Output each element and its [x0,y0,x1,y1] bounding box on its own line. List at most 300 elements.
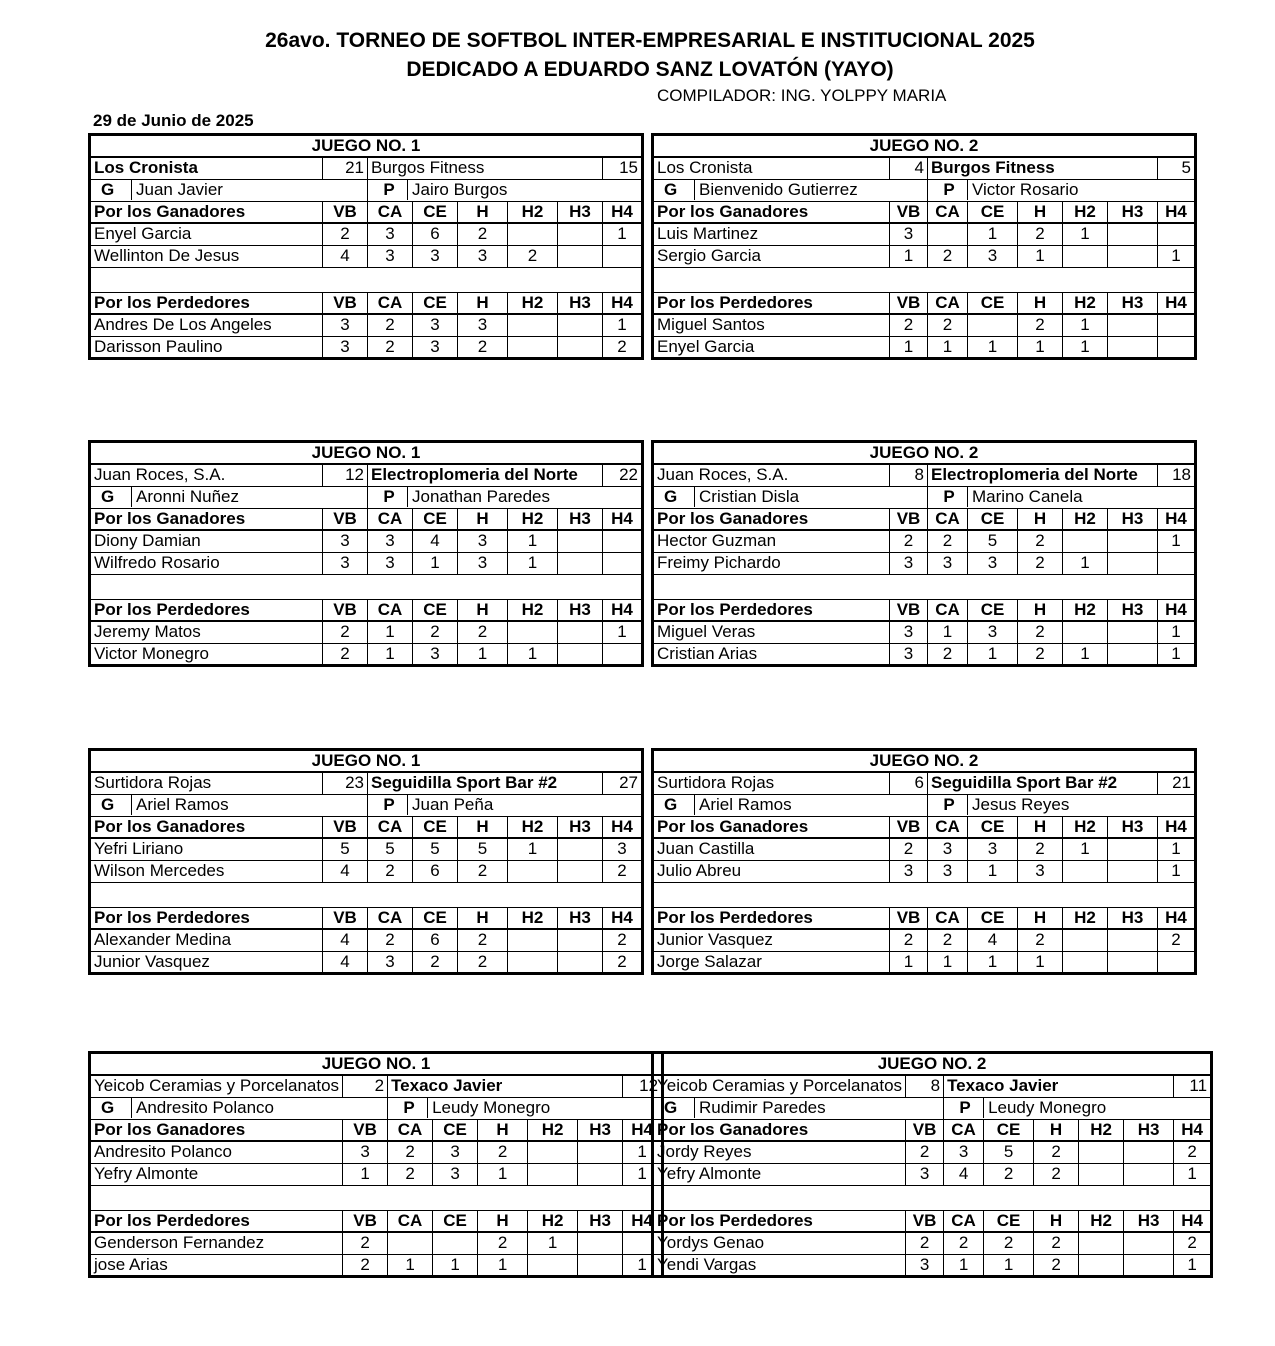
player-name: Yefry Almonte [90,1163,343,1185]
stat-col-vb: VB [323,816,368,838]
losing-pitcher-name: Jesus Reyes [972,795,1070,814]
stat-col-h4: H4 [623,1210,663,1232]
losing-pitcher-label: P [391,1098,428,1118]
stat-ca: 3 [928,860,968,882]
stat-h2: 1 [1063,552,1108,574]
stat-col-h: H [1034,1119,1079,1141]
stat-col-h2: H2 [1063,907,1108,929]
stat-ce: 1 [413,552,458,574]
stat-ca: 2 [368,336,413,358]
stat-ce: 3 [433,1163,478,1185]
winners-header-row [90,1119,663,1141]
stat-col-h3: H3 [1108,907,1158,929]
player-name: Jorge Salazar [653,951,890,973]
team-a-name: Yeicob Ceramias y Porcelanatos [90,1075,343,1097]
stat-h2 [508,951,558,973]
stat-col-h: H [458,508,508,530]
winners-player-row [653,552,1196,574]
losing-pitcher [368,794,643,816]
team-a-name: Yeicob Ceramias y Porcelanatos [653,1075,906,1097]
stat-vb: 2 [323,643,368,665]
player-name: Miguel Veras [653,621,890,643]
losers-player-row [90,951,643,973]
stat-h: 3 [458,530,508,552]
team-a-name: Los Cronista [90,157,323,179]
stat-h2: 1 [508,552,558,574]
stat-ca: 3 [368,245,413,267]
stat-vb: 3 [906,1254,944,1276]
stat-vb: 1 [890,336,928,358]
losers-header-row [90,599,643,621]
stat-h3 [558,336,603,358]
game-title-row [653,135,1196,158]
losing-pitcher [368,486,643,508]
stat-col-h4: H4 [603,201,643,223]
stat-h2 [1079,1163,1124,1185]
stat-col-h2: H2 [508,599,558,621]
losing-pitcher-label: P [371,487,408,507]
pitchers-row [653,179,1196,201]
losing-pitcher-name: Jairo Burgos [412,180,508,199]
stat-h: 1 [478,1254,528,1276]
stat-col-h4: H4 [1174,1119,1212,1141]
stat-ce: 3 [413,643,458,665]
stat-col-h2: H2 [1063,599,1108,621]
stat-col-h2: H2 [508,508,558,530]
team-a-score: 12 [323,464,368,486]
stat-col-ce: CE [984,1210,1034,1232]
game-title-row [653,750,1196,773]
stat-h: 2 [458,860,508,882]
losers-header-row [653,1210,1212,1232]
winning-pitcher-label [90,179,368,201]
stat-col-h4: H4 [603,907,643,929]
stat-col-ce: CE [984,1119,1034,1141]
winners-player-row [90,1163,663,1185]
stat-col-vb: VB [890,201,928,223]
winners-section-label: Por los Ganadores [653,1119,906,1141]
stat-vb: 3 [323,314,368,336]
stat-h: 1 [1018,245,1063,267]
stat-vb: 2 [343,1232,388,1254]
spacer-cell [90,267,643,292]
stat-col-h: H [1018,292,1063,314]
winning-pitcher-label-text: G [101,180,132,200]
stat-h4: 1 [1174,1163,1212,1185]
stat-col-h3: H3 [558,599,603,621]
winning-pitcher-label [653,486,928,508]
stat-h4: 2 [1174,1232,1212,1254]
stat-ca: 1 [368,621,413,643]
winners-player-row [653,530,1196,552]
losers-header-row [90,907,643,929]
winning-pitcher-name: Rudimir Paredes [699,1098,826,1117]
team-b-name: Burgos Fitness [368,157,603,179]
stat-h: 2 [1018,643,1063,665]
stat-col-ca: CA [928,599,968,621]
stat-h: 2 [458,929,508,951]
stat-h2 [1063,951,1108,973]
stat-col-h4: H4 [1158,292,1196,314]
winning-pitcher-label [90,794,368,816]
stat-col-h4: H4 [603,508,643,530]
winners-player-row [653,860,1196,882]
losing-pitcher [368,179,643,201]
stat-ce: 3 [413,336,458,358]
pitchers-row [90,1097,663,1119]
stat-h: 1 [1018,951,1063,973]
stat-ca: 1 [368,643,413,665]
player-name: Cristian Arias [653,643,890,665]
stat-col-ca: CA [928,508,968,530]
stat-ca: 2 [368,860,413,882]
player-name: Juan Castilla [653,838,890,860]
winners-player-row [653,1163,1212,1185]
stat-col-h3: H3 [1108,508,1158,530]
spacer-cell [90,1185,663,1210]
stat-ce: 3 [413,245,458,267]
stat-ce: 3 [968,245,1018,267]
tournament-title: 26avo. TORNEO DE SOFTBOL INTER-EMPRESARIAL E INSTITUCIONAL 2025 [265,29,1035,52]
team-b-name: Seguidilla Sport Bar #2 [928,772,1158,794]
stat-h3 [1124,1141,1174,1163]
stat-col-vb: VB [906,1210,944,1232]
stat-col-h2: H2 [1063,201,1108,223]
stat-h2 [508,223,558,245]
winning-pitcher-label [90,1097,388,1119]
stat-col-vb: VB [890,599,928,621]
stat-ca: 2 [928,245,968,267]
stat-h4: 1 [1158,643,1196,665]
losing-pitcher-label: P [931,795,968,815]
stat-h: 2 [458,223,508,245]
player-name: Genderson Fernandez [90,1232,343,1254]
spacer-row [90,882,643,907]
stat-col-h4: H4 [1158,599,1196,621]
stat-h3 [1108,951,1158,973]
stat-ca: 2 [388,1163,433,1185]
stat-ce: 3 [413,314,458,336]
winning-pitcher-name: Bienvenido Gutierrez [699,180,858,199]
stat-h3 [1124,1232,1174,1254]
player-name: Yefri Liriano [90,838,323,860]
winning-pitcher-label-text: G [664,180,695,200]
game-title: JUEGO NO. 1 [90,1053,663,1076]
team-b-score: 27 [603,772,643,794]
player-name: Victor Monegro [90,643,323,665]
spacer-cell [90,574,643,599]
pitchers-row [90,179,643,201]
stat-ca: 2 [928,929,968,951]
stat-col-ca: CA [388,1210,433,1232]
team-b-name: Texaco Javier [944,1075,1174,1097]
losing-pitcher [928,794,1196,816]
stat-h4 [603,643,643,665]
stat-col-h: H [458,201,508,223]
stat-col-h: H [478,1119,528,1141]
stat-col-h3: H3 [558,816,603,838]
winners-player-row [90,838,643,860]
player-name: Andresito Polanco [90,1141,343,1163]
stat-h3 [1108,552,1158,574]
losers-header-row [90,292,643,314]
stat-vb: 5 [323,838,368,860]
teams-row [653,1075,1212,1097]
game-title-row [90,1053,663,1076]
stat-h4: 1 [1158,838,1196,860]
stat-col-h2: H2 [528,1210,578,1232]
losers-player-row [90,1254,663,1276]
stat-h4: 1 [603,314,643,336]
stat-col-ca: CA [388,1119,433,1141]
stat-h: 2 [478,1232,528,1254]
pitchers-row [653,486,1196,508]
stat-ce: 4 [968,929,1018,951]
losing-pitcher-name: Victor Rosario [972,180,1079,199]
game-table [88,133,644,360]
stat-h4: 1 [623,1163,663,1185]
stat-h2: 1 [1063,838,1108,860]
player-name: Diony Damian [90,530,323,552]
stat-ce: 3 [968,621,1018,643]
spacer-row [653,574,1196,599]
game-title: JUEGO NO. 1 [90,442,643,465]
stat-h3 [1108,643,1158,665]
stat-h3 [1108,621,1158,643]
losers-player-row [653,314,1196,336]
stat-col-h2: H2 [1079,1210,1124,1232]
player-name: Jordy Reyes [653,1141,906,1163]
stat-h: 2 [1018,223,1063,245]
stat-vb: 3 [890,552,928,574]
stat-h3 [558,245,603,267]
winning-pitcher-name: Ariel Ramos [699,795,792,814]
winners-header-row [653,1119,1212,1141]
stat-ce: 5 [984,1141,1034,1163]
stat-h2 [508,314,558,336]
stat-col-ca: CA [928,292,968,314]
stat-h2 [508,860,558,882]
player-name: Yordys Genao [653,1232,906,1254]
stat-ce: 1 [984,1254,1034,1276]
stat-col-ca: CA [368,201,413,223]
team-b-name: Seguidilla Sport Bar #2 [368,772,603,794]
stat-ce: 1 [433,1254,478,1276]
stat-col-ce: CE [433,1119,478,1141]
stat-col-h4: H4 [603,599,643,621]
game-table [88,1051,664,1278]
stat-ce: 3 [968,552,1018,574]
stat-col-h2: H2 [528,1119,578,1141]
stat-vb: 3 [323,530,368,552]
stat-col-vb: VB [890,508,928,530]
stat-col-h: H [478,1210,528,1232]
losers-player-row [90,643,643,665]
game-title-row [90,442,643,465]
stat-col-ca: CA [928,907,968,929]
losing-pitcher [928,486,1196,508]
team-a-name: Surtidora Rojas [653,772,890,794]
game-title: JUEGO NO. 2 [653,750,1196,773]
stat-ce: 2 [984,1232,1034,1254]
player-name: Enyel Garcia [653,336,890,358]
player-name: Alexander Medina [90,929,323,951]
stat-col-h: H [458,292,508,314]
stat-h3 [558,951,603,973]
winners-header-row [653,508,1196,530]
player-name: Julio Abreu [653,860,890,882]
stat-h3 [558,860,603,882]
stat-col-h3: H3 [578,1210,623,1232]
stat-ca: 2 [928,643,968,665]
stat-ce: 2 [413,951,458,973]
stat-col-ce: CE [968,816,1018,838]
stat-col-vb: VB [323,292,368,314]
stat-h: 2 [458,621,508,643]
team-a-score: 21 [323,157,368,179]
stat-col-ca: CA [368,599,413,621]
stat-h2: 1 [1063,336,1108,358]
stat-vb: 2 [890,929,928,951]
stat-col-h3: H3 [578,1119,623,1141]
player-name: Wellinton De Jesus [90,245,323,267]
stat-ce: 3 [968,838,1018,860]
stat-h4: 1 [603,621,643,643]
pitchers-row [653,794,1196,816]
stat-col-ca: CA [944,1119,984,1141]
stat-col-h3: H3 [1108,292,1158,314]
team-a-name: Surtidora Rojas [90,772,323,794]
team-a-score: 4 [890,157,928,179]
stat-vb: 2 [343,1254,388,1276]
game-table [651,1051,1213,1278]
stat-h: 3 [458,552,508,574]
team-a-score: 8 [906,1075,944,1097]
stat-h2 [1063,245,1108,267]
team-b-name: Electroplomeria del Norte [928,464,1158,486]
losing-pitcher [928,179,1196,201]
losers-section-label: Por los Perdedores [653,1210,906,1232]
losers-section-label: Por los Perdedores [653,599,890,621]
winners-player-row [90,223,643,245]
game-title-row [90,135,643,158]
stat-ca: 2 [944,1232,984,1254]
teams-row [90,772,643,794]
stat-col-vb: VB [890,292,928,314]
winning-pitcher-name: Juan Javier [136,180,223,199]
losers-section-label: Por los Perdedores [653,907,890,929]
stat-h: 1 [478,1163,528,1185]
stat-ca: 3 [368,552,413,574]
winners-header-row [653,816,1196,838]
stat-h3 [1108,336,1158,358]
stat-col-ce: CE [968,201,1018,223]
stat-h3 [558,314,603,336]
stat-h: 1 [1018,336,1063,358]
stat-h4: 1 [623,1141,663,1163]
stat-col-h3: H3 [1124,1119,1174,1141]
stat-h3 [1108,245,1158,267]
stat-h: 2 [1034,1254,1079,1276]
losers-header-row [653,907,1196,929]
stat-ca: 1 [944,1254,984,1276]
stat-ce: 1 [968,860,1018,882]
stat-ca: 5 [368,838,413,860]
stat-vb: 3 [890,223,928,245]
losers-player-row [653,336,1196,358]
stat-vb: 2 [890,530,928,552]
stat-h: 2 [1018,929,1063,951]
winning-pitcher-label-text: G [664,795,695,815]
winning-pitcher-label [90,486,368,508]
stat-col-h4: H4 [1158,201,1196,223]
spacer-row [653,1185,1212,1210]
stat-col-ce: CE [968,508,1018,530]
spacer-cell [653,1185,1212,1210]
losing-pitcher [388,1097,663,1119]
stat-h2: 1 [1063,314,1108,336]
stat-h3 [558,530,603,552]
team-a-score: 2 [343,1075,388,1097]
stat-h: 3 [458,245,508,267]
winners-header-row [653,201,1196,223]
stat-h4: 1 [1174,1254,1212,1276]
team-a-name: Juan Roces, S.A. [90,464,323,486]
game-table [651,748,1197,975]
stat-h2 [508,929,558,951]
stat-h4 [603,245,643,267]
stat-h3 [578,1254,623,1276]
losers-player-row [90,929,643,951]
stat-h4: 1 [1158,621,1196,643]
stat-vb: 2 [890,314,928,336]
spacer-cell [653,574,1196,599]
stat-col-ce: CE [413,816,458,838]
losing-pitcher-name: Juan Peña [412,795,494,814]
losers-header-row [653,292,1196,314]
stat-col-ca: CA [928,201,968,223]
losers-section-label: Por los Perdedores [653,292,890,314]
player-name: Andres De Los Angeles [90,314,323,336]
stat-h3 [558,929,603,951]
stat-h3 [1108,223,1158,245]
losers-section-label: Por los Perdedores [90,1210,343,1232]
team-b-name: Burgos Fitness [928,157,1158,179]
stat-col-ce: CE [413,599,458,621]
stat-vb: 4 [323,245,368,267]
losers-section-label: Por los Perdedores [90,292,323,314]
losers-player-row [653,621,1196,643]
stat-h: 2 [1018,621,1063,643]
stat-h3 [558,223,603,245]
stat-col-vb: VB [323,599,368,621]
stat-ca: 3 [928,838,968,860]
stat-h2 [528,1254,578,1276]
team-b-name: Texaco Javier [388,1075,623,1097]
stat-vb: 3 [323,552,368,574]
stat-h: 2 [1034,1141,1079,1163]
stat-vb: 4 [323,951,368,973]
team-a-score: 8 [890,464,928,486]
stat-ca: 1 [928,951,968,973]
losers-player-row [90,1232,663,1254]
stat-col-h4: H4 [623,1119,663,1141]
winners-section-label: Por los Ganadores [653,201,890,223]
stat-ca: 2 [368,929,413,951]
stat-col-h3: H3 [558,907,603,929]
spacer-row [90,1185,663,1210]
stat-col-vb: VB [343,1210,388,1232]
